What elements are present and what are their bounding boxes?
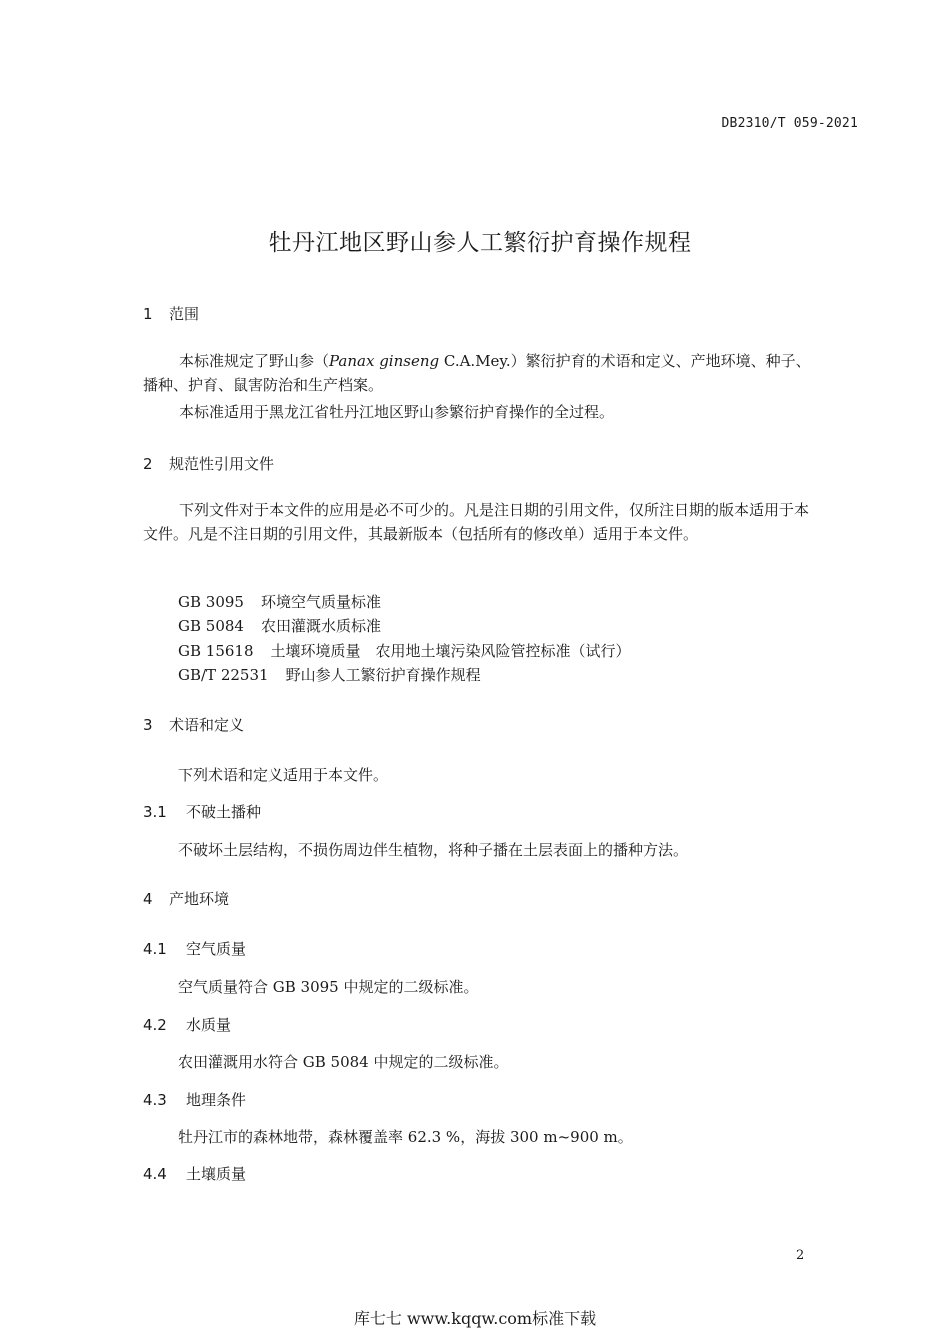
page-number: 2	[796, 1248, 805, 1263]
subsection-4-2-text: 农田灌溉用水符合 GB 5084 中规定的二级标准。	[178, 1053, 509, 1071]
reference-item: GB 5084 农田灌溉水质标准	[178, 617, 381, 635]
section-3-heading	[143, 714, 244, 735]
section-title: 产地环境	[169, 890, 230, 908]
subsection-number: 4.2	[143, 1016, 167, 1034]
subsection-number: 4.4	[143, 1165, 167, 1183]
subsection-4-3-text: 牡丹江市的森林地带，森林覆盖率 62.3 %，海拔 300 m~900 m。	[178, 1128, 633, 1146]
subsection-title: 水质量	[186, 1016, 232, 1034]
subsection-4-1-heading	[143, 938, 246, 959]
section-title: 术语和定义	[169, 716, 245, 734]
subsection-3-1-text: 不破坏土层结构，不损伤周边伴生植物，将种子播在土层表面上的播种方法。	[178, 841, 689, 859]
section-2-intro: 下列文件对于本文件的应用是必不可少的。凡是注日期的引用文件，仅所注日期的版本适用于本文件。凡是不注日期的引用文件，其最新版本（包括所有的修改单）适用于本文件。	[143, 501, 810, 543]
document-title: 牡丹江地区野山参人工繁衍护育操作规程	[268, 230, 692, 256]
section-title: 范围	[169, 305, 200, 323]
section-number: 4	[143, 890, 153, 908]
subsection-4-4-heading	[143, 1163, 246, 1184]
section-number: 2	[143, 455, 153, 473]
section-3-intro: 下列术语和定义适用于本文件。	[178, 766, 389, 784]
subsection-number: 4.1	[143, 940, 167, 958]
section-title: 规范性引用文件	[169, 455, 275, 473]
subsection-title: 地理条件	[186, 1091, 247, 1109]
reference-item: GB/T 22531 野山参人工繁衍护育操作规程	[178, 666, 481, 684]
section-number: 1	[143, 305, 153, 323]
latin-name: Panax ginseng	[329, 352, 440, 370]
section-1-paragraph-1: 本标准规定了野山参（Panax ginseng C.A.Mey.）繁衍护育的术语和定义、产地环境、种子、播种、护育、鼠害防治和生产档案。	[143, 352, 811, 394]
footer-watermark: 库七七 www.kqqw.com标准下载	[353, 1309, 597, 1328]
subsection-4-3-heading	[143, 1089, 246, 1110]
document-id: DB2310/T 059-2021	[721, 116, 858, 131]
subsection-4-1-text: 空气质量符合 GB 3095 中规定的二级标准。	[178, 978, 479, 996]
section-1-heading	[143, 303, 199, 324]
reference-item: GB 3095 环境空气质量标准	[178, 593, 381, 611]
section-1-paragraph-2: 本标准适用于黑龙江省牡丹江地区野山参繁衍护育操作的全过程。	[179, 403, 615, 421]
subsection-number: 4.3	[143, 1091, 167, 1109]
section-4-heading	[143, 888, 229, 909]
subsection-title: 不破土播种	[186, 803, 262, 821]
subsection-3-1-heading	[143, 801, 261, 822]
section-2-heading	[143, 453, 274, 474]
section-number: 3	[143, 716, 153, 734]
reference-item: GB 15618 土壤环境质量 农用地土壤污染风险管控标准（试行）	[178, 642, 631, 660]
subsection-title: 土壤质量	[186, 1165, 247, 1183]
subsection-4-2-heading	[143, 1014, 231, 1035]
subsection-title: 空气质量	[186, 940, 247, 958]
subsection-number: 3.1	[143, 803, 167, 821]
